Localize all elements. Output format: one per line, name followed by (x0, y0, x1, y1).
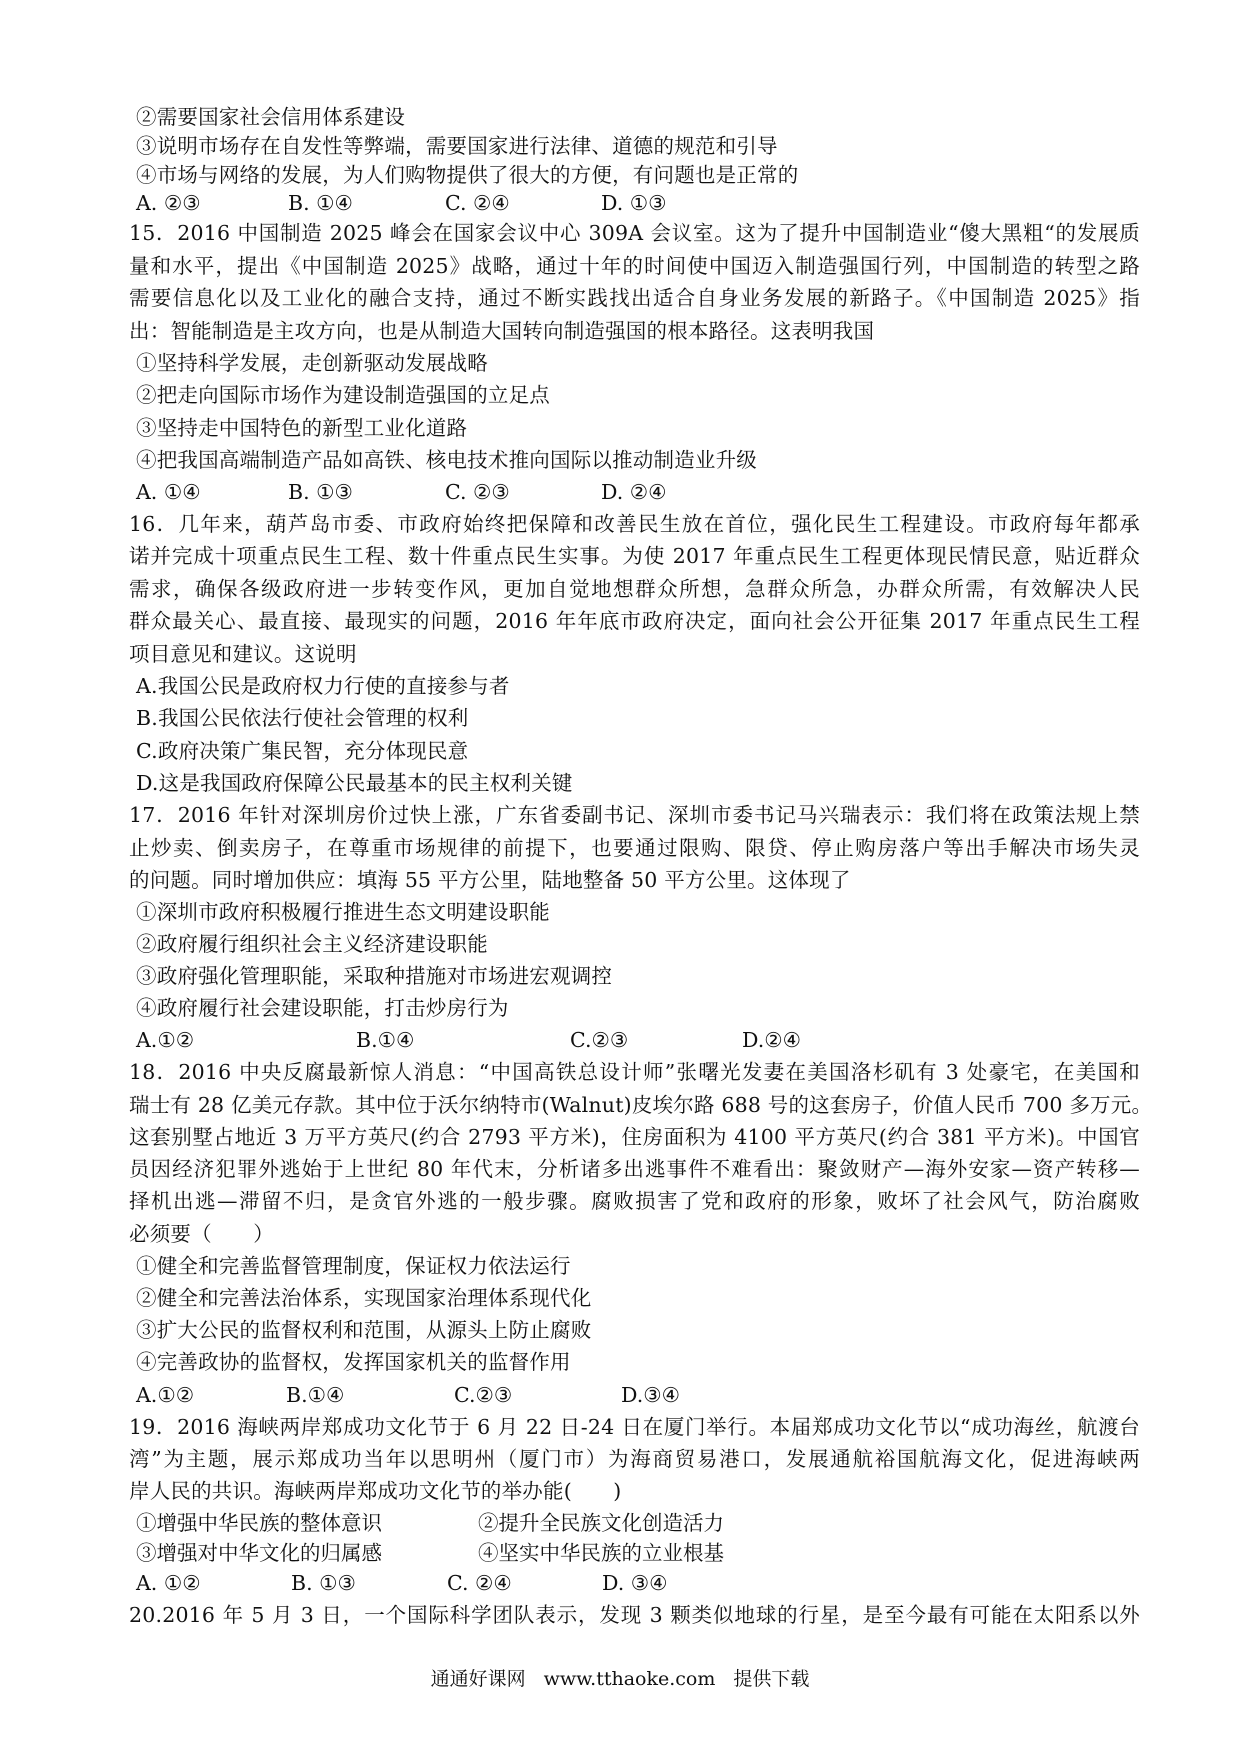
q15-stem-line: 15．2016 中国制造 2025 峰会在国家会议中心 309A 会议室。这为了提升中国制造业“傻大黑粗“的发展质 (129, 221, 1140, 245)
q15-option-c: C. ②③ (445, 480, 510, 504)
q19-statement-4: ④坚实中华民族的立业根基 (478, 1541, 724, 1565)
q14-statement-4: ④市场与网络的发展，为人们购物提供了很大的方便，有问题也是正常的 (136, 163, 799, 187)
q14-statement-2: ②需要国家社会信用体系建设 (136, 105, 406, 129)
q19-stem-line: 岸人民的共识。海峡两岸郑成功文化节的举办能( ) (129, 1479, 622, 1503)
q20-stem-line: 20.2016 年 5 月 3 日，一个国际科学团队表示，发现 3 颗类似地球的行星，是至今最有可能在太阳系以外 (129, 1603, 1140, 1627)
q16-stem-line: 群众最关心、最直接、最现实的问题，2016 年年底市政府决定，面向社会公开征集 2017 年重点民生工程 (129, 609, 1140, 633)
page-footer (0, 1665, 1240, 1693)
q19-statement-2: ②提升全民族文化创造活力 (478, 1511, 724, 1535)
footer-site-name: 通通好课网 (430, 1668, 526, 1690)
q17-statement-2: ②政府履行组织社会主义经济建设职能 (136, 932, 488, 956)
q16-stem-line: 需求，确保各级政府进一步转变作风，更加自觉地想群众所想，急群众所急，办群众所需，有效解决人民 (129, 577, 1140, 601)
q18-stem-line: 择机出逃—滞留不归，是贪官外逃的一般步骤。腐败损害了党和政府的形象，败坏了社会风气，防治腐败 (129, 1189, 1140, 1213)
q19-option-a: A. ①② (136, 1571, 201, 1595)
q19-stem-line: 19．2016 海峡两岸郑成功文化节于 6 月 22 日-24 日在厦门举行。本届郑成功文化节以“成功海丝，航渡台 (129, 1415, 1140, 1439)
q16-option-c: C.政府决策广集民智，充分体现民意 (136, 739, 469, 763)
q17-option-c: C.②③ (570, 1028, 629, 1052)
q17-statement-4: ④政府履行社会建设职能，打击炒房行为 (136, 996, 509, 1020)
q14-option-d: D. ①③ (601, 191, 667, 215)
q14-option-c: C. ②④ (445, 191, 510, 215)
q16-stem-line: 诺并完成十项重点民生工程、数十件重点民生实事。为使 2017 年重点民生工程更体现民情民意，贴近群众 (129, 544, 1140, 568)
q17-stem-line: 17．2016 年针对深圳房价过快上涨，广东省委副书记、深圳市委书记马兴瑞表示：我们将在政策法规上禁 (129, 803, 1140, 827)
q15-statement-3: ③坚持走中国特色的新型工业化道路 (136, 416, 468, 440)
q18-statement-3: ③扩大公民的监督权利和范围，从源头上防止腐败 (136, 1318, 592, 1342)
q17-stem-line: 的问题。同时增加供应：填海 55 平方公里，陆地整备 50 平方公里。这体现了 (129, 868, 851, 892)
q16-option-a: A.我国公民是政府权力行使的直接参与者 (136, 674, 510, 698)
q15-option-a: A. ①④ (136, 480, 201, 504)
q18-statement-4: ④完善政协的监督权，发挥国家机关的监督作用 (136, 1350, 571, 1374)
q15-statement-2: ②把走向国际市场作为建设制造强国的立足点 (136, 383, 550, 407)
q18-stem-line: 18．2016 中央反腐最新惊人消息：“中国高铁总设计师”张曙光发妻在美国洛杉矶有 3 处豪宅，在美国和 (129, 1060, 1140, 1084)
q15-statement-1: ①坚持科学发展，走创新驱动发展战略 (136, 351, 488, 375)
q15-stem-line: 出：智能制造是主攻方向，也是从制造大国转向制造强国的根本路径。这表明我国 (129, 319, 875, 343)
q16-option-b: B.我国公民依法行使社会管理的权利 (136, 706, 469, 730)
q19-statement-1: ①增强中华民族的整体意识 (136, 1511, 382, 1535)
q16-stem-line: 16．几年来，葫芦岛市委、市政府始终把保障和改善民生放在首位，强化民生工程建设。市政府每年都承 (129, 512, 1140, 536)
q19-option-c: C. ②④ (447, 1571, 512, 1595)
q17-option-b: B.①④ (356, 1028, 415, 1052)
q15-option-b: B. ①③ (288, 480, 353, 504)
q17-option-a: A.①② (136, 1028, 195, 1052)
q19-stem-line: 湾”为主题，展示郑成功当年以思明州（厦门市）为海商贸易港口，发展通航裕国航海文化，促进海峡两 (129, 1447, 1140, 1471)
q17-stem-line: 止炒卖、倒卖房子，在尊重市场规律的前提下，也要通过限购、限贷、停止购房落户等出手解决市场失灵 (129, 836, 1140, 860)
q18-stem-line: 这套别墅占地近 3 万平方英尺(约合 2793 平方米)，住房面积为 4100 平方英尺(约合 381 平方米)。中国官 (129, 1125, 1140, 1149)
q16-option-d: D.这是我国政府保障公民最基本的民主权利关键 (136, 771, 573, 795)
q18-stem-line: 瑞士有 28 亿美元存款。其中位于沃尔纳特市(Walnut)皮埃尔路 688 号的这套房子，价值人民币 700 多万元。 (129, 1093, 1153, 1117)
footer-url: www.tthaoke.com (543, 1668, 716, 1690)
q16-stem-line: 项目意见和建议。这说明 (129, 642, 357, 666)
q19-option-b: B. ①③ (291, 1571, 356, 1595)
q18-stem-line: 员因经济犯罪外逃始于上世纪 80 年代末，分析诸多出逃事件不难看出：聚敛财产—海外安家—资产转移— (129, 1157, 1140, 1181)
q18-option-b: B.①④ (286, 1383, 345, 1407)
q17-option-d: D.②④ (742, 1028, 801, 1052)
q18-option-a: A.①② (136, 1383, 195, 1407)
q14-statement-3: ③说明市场存在自发性等弊端，需要国家进行法律、道德的规范和引导 (136, 134, 778, 158)
q19-statement-3: ③增强对中华文化的归属感 (136, 1541, 382, 1565)
q18-option-c: C.②③ (454, 1383, 513, 1407)
q15-option-d: D. ②④ (601, 480, 667, 504)
q15-statement-4: ④把我国高端制造产品如高铁、核电技术推向国际以推动制造业升级 (136, 448, 757, 472)
q14-option-a: A. ②③ (136, 191, 201, 215)
q19-option-d: D. ③④ (602, 1571, 668, 1595)
footer-note: 提供下载 (733, 1668, 810, 1690)
q14-option-b: B. ①④ (288, 191, 353, 215)
q18-option-d: D.③④ (621, 1383, 680, 1407)
q18-stem-line: 必须要（ ） (129, 1222, 274, 1246)
q18-statement-1: ①健全和完善监督管理制度，保证权力依法运行 (136, 1254, 571, 1278)
q17-statement-3: ③政府强化管理职能，采取种措施对市场进宏观调控 (136, 964, 613, 988)
q15-stem-line: 需要信息化以及工业化的融合支持，通过不断实践找出适合自身业务发展的新路子。《中国制造 2025》指 (129, 286, 1140, 310)
q17-statement-1: ①深圳市政府积极履行推进生态文明建设职能 (136, 900, 550, 924)
q18-statement-2: ②健全和完善法治体系，实现国家治理体系现代化 (136, 1286, 592, 1310)
q15-stem-line: 量和水平，提出《中国制造 2025》战略，通过十年的时间使中国迈入制造强国行列，中国制造的转型之路 (129, 254, 1140, 278)
